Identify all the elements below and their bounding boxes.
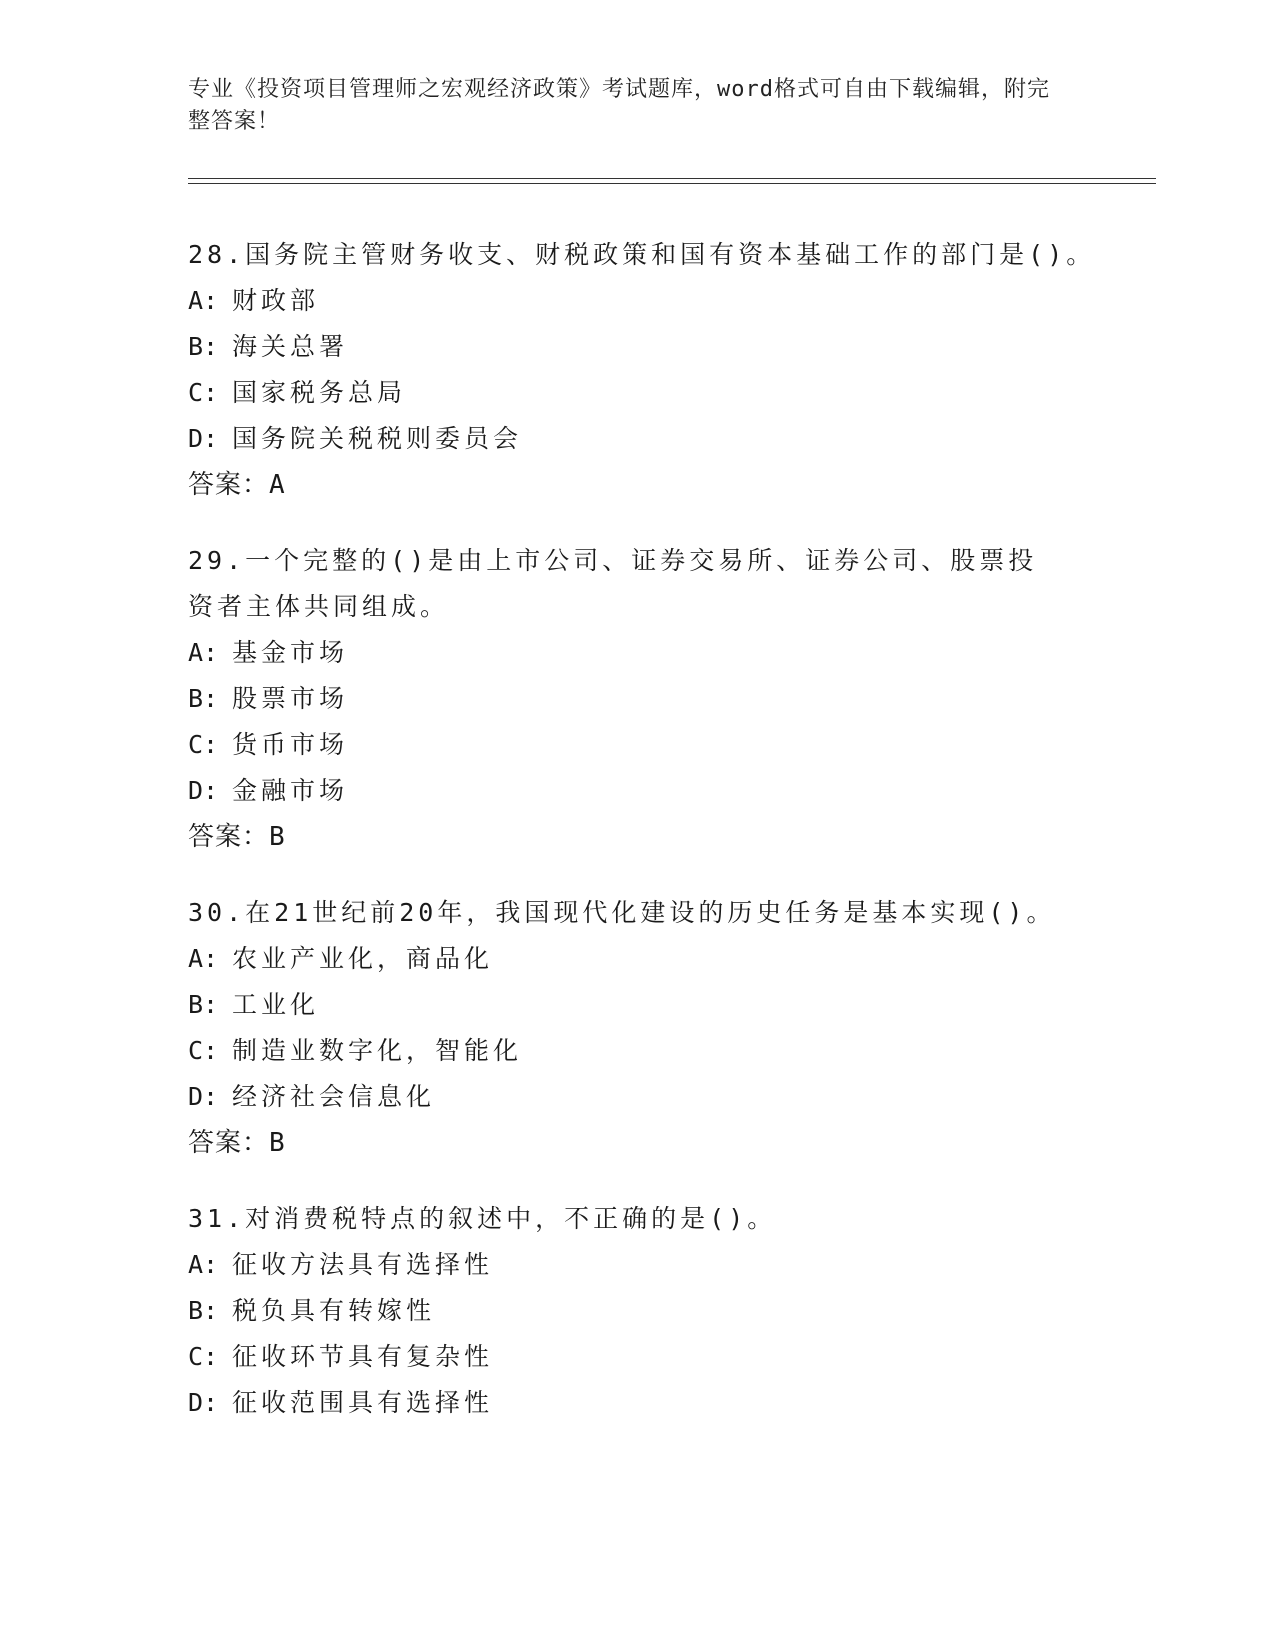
option-text: 股票市场 xyxy=(232,684,349,713)
question-stem: 31.对消费税特点的叙述中，不正确的是()。 xyxy=(188,1204,777,1233)
option-letter: B: xyxy=(188,990,219,1019)
option-letter: A: xyxy=(188,638,219,667)
option-letter: A: xyxy=(188,286,219,315)
option-text: 基金市场 xyxy=(232,638,349,667)
option-letter: B: xyxy=(188,684,219,713)
question-30 xyxy=(188,890,1156,1166)
option-b xyxy=(188,982,1156,1028)
answer-line xyxy=(188,1120,1156,1166)
question-stem: 29.一个完整的()是由上市公司、证券交易所、证券公司、股票投资者主体共同组成。 xyxy=(188,546,1038,621)
option-c xyxy=(188,370,1156,416)
question-28 xyxy=(188,232,1156,508)
question-stem: 30.在21世纪前20年，我国现代化建设的历史任务是基本实现()。 xyxy=(188,898,1056,927)
answer-label: 答案： xyxy=(188,1128,270,1158)
option-a xyxy=(188,278,1156,324)
question-31 xyxy=(188,1196,1156,1426)
option-c xyxy=(188,1334,1156,1380)
answer-line xyxy=(188,814,1156,860)
header-intro-text: 专业《投资项目管理师之宏观经济政策》考试题库，word格式可自由下载编辑，附完整答案！ xyxy=(188,77,1050,134)
option-letter: C: xyxy=(188,378,219,407)
option-text: 征收范围具有选择性 xyxy=(232,1388,494,1417)
option-letter: B: xyxy=(188,1296,219,1325)
document-header xyxy=(188,74,1068,138)
answer-value: B xyxy=(269,1128,286,1158)
option-text: 海关总署 xyxy=(232,332,349,361)
question-29 xyxy=(188,538,1156,860)
header-divider-bottom xyxy=(188,183,1156,184)
option-text: 经济社会信息化 xyxy=(232,1082,436,1111)
option-letter: A: xyxy=(188,944,219,973)
option-text: 国家税务总局 xyxy=(232,378,407,407)
option-a xyxy=(188,1242,1156,1288)
answer-value: A xyxy=(269,470,286,500)
option-d xyxy=(188,768,1156,814)
option-letter: B: xyxy=(188,332,219,361)
option-d xyxy=(188,1074,1156,1120)
option-text: 农业产业化，商品化 xyxy=(232,944,494,973)
option-b xyxy=(188,1288,1156,1334)
option-d xyxy=(188,416,1156,462)
option-text: 制造业数字化，智能化 xyxy=(232,1036,523,1065)
option-text: 征收方法具有选择性 xyxy=(232,1250,494,1279)
option-letter: D: xyxy=(188,776,219,805)
option-text: 金融市场 xyxy=(232,776,349,805)
header-divider-top xyxy=(188,178,1156,179)
option-text: 工业化 xyxy=(232,990,320,1019)
option-letter: A: xyxy=(188,1250,219,1279)
option-c xyxy=(188,722,1156,768)
answer-label: 答案： xyxy=(188,470,270,500)
option-text: 货币市场 xyxy=(232,730,349,759)
question-stem: 28.国务院主管财务收支、财税政策和国有资本基础工作的部门是()。 xyxy=(188,240,1096,269)
option-d xyxy=(188,1380,1156,1426)
option-letter: D: xyxy=(188,1388,219,1417)
option-b xyxy=(188,324,1156,370)
option-a xyxy=(188,936,1156,982)
option-letter: D: xyxy=(188,1082,219,1111)
question-list xyxy=(188,232,1156,1456)
answer-label: 答案： xyxy=(188,822,270,852)
option-a xyxy=(188,630,1156,676)
option-c xyxy=(188,1028,1156,1074)
option-text: 财政部 xyxy=(232,286,320,315)
option-letter: C: xyxy=(188,730,219,759)
option-letter: C: xyxy=(188,1342,219,1371)
option-letter: D: xyxy=(188,424,219,453)
option-text: 征收环节具有复杂性 xyxy=(232,1342,494,1371)
option-text: 税负具有转嫁性 xyxy=(232,1296,436,1325)
option-b xyxy=(188,676,1156,722)
option-letter: C: xyxy=(188,1036,219,1065)
answer-line xyxy=(188,462,1156,508)
answer-value: B xyxy=(269,822,286,852)
option-text: 国务院关税税则委员会 xyxy=(232,424,523,453)
